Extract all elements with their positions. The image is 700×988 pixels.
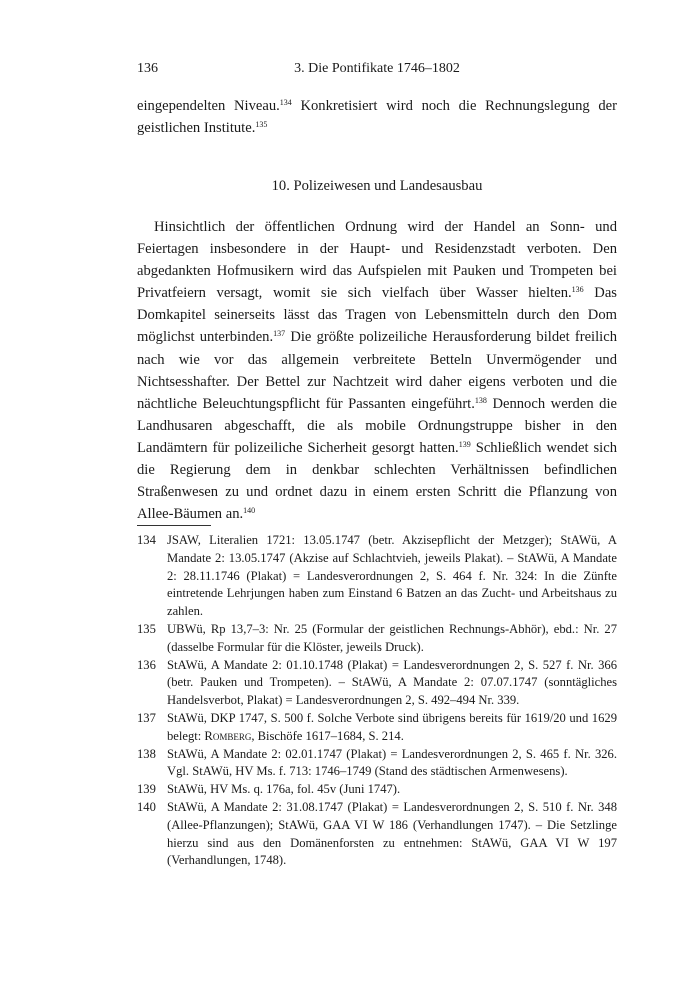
sentence: Hinsichtlich der öffentlichen Ordnung wird der Handel an Sonn- und Feiertagen insbesondere in der Haupt- und Residenzstadt verboten. Den abgedankten Hofmusikern wird das Aufspielen mit Pauken und Trompeten bei Privatfeiern versagt, womit sie sich vielfach über Wasser hielten. bbox=[137, 219, 617, 302]
footnote-text-part: StAWü, DKP 1747, S. 500 f. Solche Verbote sind übrigens bereits für 1619/20 und 1629 belegt: bbox=[167, 710, 617, 743]
author-name: Romberg bbox=[204, 728, 252, 743]
footnote-text bbox=[167, 710, 617, 746]
footnote-text: JSAW, Literalien 1721: 13.05.1747 (betr. Akzisepflicht der Metzger); StAWü, A Mandate 2: 13.05.1747 (Akzise auf Schlachtvieh, jeweils Plakat). – StAWü, A Mandate 2: 28.11.1746 (Plakat) = Landesverordnungen 2, S. 464 f. Nr. 324: In die Zünfte eintretende Lehrjungen haben zum Einstand 6 Batzen an das Zucht- und Arbeitshaus zu zahlen. bbox=[167, 533, 617, 619]
footnote-number: 134 bbox=[137, 533, 156, 547]
footnote-number: 136 bbox=[137, 657, 156, 672]
footnote-number: 139 bbox=[137, 782, 156, 797]
footnote-ref-134[interactable]: 134 bbox=[279, 98, 292, 107]
continuation-paragraph bbox=[137, 95, 617, 139]
footnote-135 bbox=[137, 621, 617, 657]
continuation-text: eingependelten Niveau. bbox=[137, 98, 280, 114]
footnote-text: StAWü, HV Ms. q. 176a, fol. 45v (Juni 1747). bbox=[167, 782, 401, 797]
footnote-text: StAWü, A Mandate 2: 31.08.1747 (Plakat) = Landesverordnungen 2, S. 510 f. Nr. 348 (Allee-Pflanzungen); StAWü, GAA VI W 186 (Verhandlungen 1747). – Die Setzlinge hierzu sind aus den Domänenforsten zu entnehmen: StAWü, GAA VI W 197 (Verhandlungen, 1748). bbox=[167, 799, 617, 868]
footnote-134 bbox=[137, 532, 617, 621]
page-number: 136 bbox=[137, 61, 158, 76]
footnote-ref-138[interactable]: 138 bbox=[474, 395, 487, 405]
footnote-139 bbox=[137, 781, 617, 799]
paragraph-text bbox=[137, 216, 617, 525]
footnote-text-part: , Bischöfe 1617–1684, S. 214. bbox=[251, 728, 404, 743]
sentence: Schließlich wendet sich die Regierung dem in denkbar schlechten Verhältnissen befindlichen Straßenwesen zu und ordnet dazu in einem ersten Schritt die Pflanzung von Allee-Bäumen an. bbox=[137, 439, 617, 523]
sentence: Dennoch werden die Landhusaren abgeschafft, die als mobile Ordnungstruppe bisher in den Landämtern für polizeiliche Sicherheit gesorgt hatten. bbox=[137, 395, 617, 456]
footnote-number: 140 bbox=[137, 799, 156, 814]
footnote-ref-135[interactable]: 135 bbox=[255, 120, 268, 130]
sentence: Die größte polizeiliche Herausforderung bildet freilich nach wie vor das allgemein verbreitete Betteln Unvermögender und Nichtsesshafter. Der Bettel zur Nachtzeit wird daher eigens verboten und die nächtliche Beleuchtungspflicht für Passanten eingeführt. bbox=[137, 329, 617, 412]
footnote-ref-140[interactable]: 140 bbox=[243, 506, 256, 516]
page-header bbox=[137, 61, 617, 81]
footnote-ref-136[interactable]: 136 bbox=[571, 285, 584, 295]
body-paragraph bbox=[137, 216, 617, 525]
footnote-text: StAWü, A Mandate 2: 01.10.1748 (Plakat) = Landesverordnungen 2, S. 527 f. Nr. 366 (betr. Pauken und Trompeten). – StAWü, A Mandate 2: 07.07.1747 (sonntägliches Handelsverbot, Plakat) = Landesverordnungen 2, S. 492–494 Nr. 339. bbox=[167, 657, 617, 708]
footnote-138 bbox=[137, 746, 617, 782]
sentence: Das Domkapitel seinerseits lässt das Tragen von Lebensmitteln durch den Dom möglichst unterbinden. bbox=[137, 285, 617, 346]
running-title: 3. Die Pontifikate 1746–1802 bbox=[294, 61, 460, 76]
footnote-separator bbox=[137, 525, 211, 526]
footnotes bbox=[137, 532, 617, 870]
footnote-140 bbox=[137, 799, 617, 870]
footnote-137 bbox=[137, 710, 617, 746]
footnote-ref-137[interactable]: 137 bbox=[273, 329, 286, 339]
section-heading: 10. Polizeiwesen und Landesausbau bbox=[271, 178, 483, 194]
footnote-text: StAWü, A Mandate 2: 02.01.1747 (Plakat) = Landesverordnungen 2, S. 465 f. Nr. 326. Vgl. StAWü, HV Ms. f. 713: 1746–1749 (Stand des städtischen Armenwesens). bbox=[167, 746, 617, 779]
footnote-number: 135 bbox=[137, 621, 156, 636]
footnote-ref-139[interactable]: 139 bbox=[458, 439, 471, 449]
footnote-text: UBWü, Rp 13,7–3: Nr. 25 (Formular der geistlichen Rechnungs-Abhör), ebd.: Nr. 27 (dasselbe Formular für die Klöster, jeweils Druck). bbox=[167, 621, 617, 654]
footnote-number: 137 bbox=[137, 710, 156, 725]
continuation-text-2: Konkretisiert wird noch die Rechnungslegung der geistlichen Institute. bbox=[137, 98, 617, 137]
footnote-number: 138 bbox=[137, 746, 156, 761]
footnote-136 bbox=[137, 657, 617, 710]
